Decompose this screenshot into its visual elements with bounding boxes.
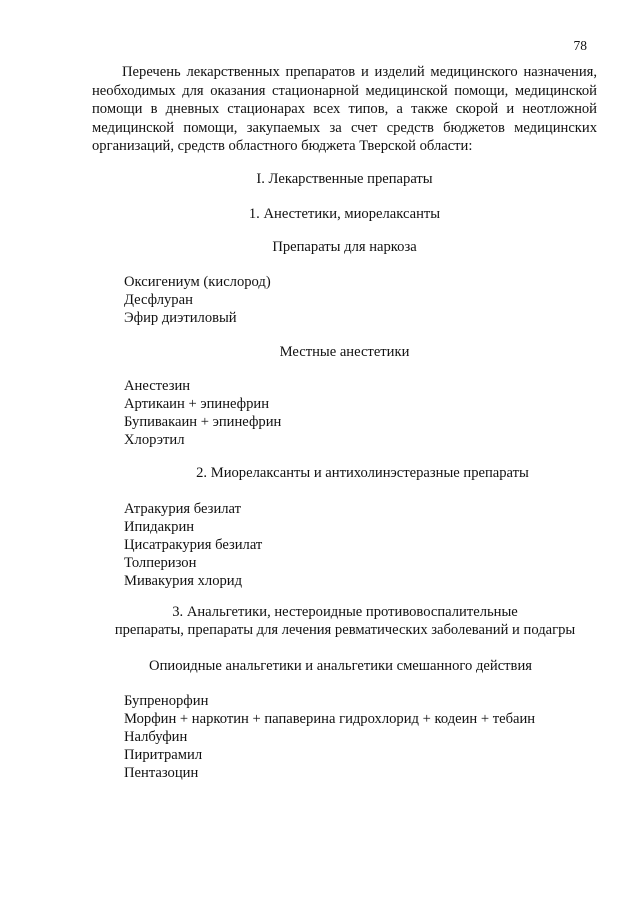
list-item: Пентазоцин xyxy=(124,765,199,781)
group-title-1: 1. Анестетики, миорелаксанты xyxy=(248,206,441,222)
subgroup-title-opioids: Опиоидные анальгетики и анальгетики смешанного действия xyxy=(149,658,532,674)
subgroup-title-anesthesia: Препараты для наркоза xyxy=(272,239,417,255)
section-title: I. Лекарственные препараты xyxy=(256,171,433,187)
subgroup-title-local-anesthetics: Местные анестетики xyxy=(279,344,410,360)
list-anesthesia xyxy=(124,273,271,327)
list-item: Морфин + наркотин + папаверина гидрохлорид + кодеин + тебаин xyxy=(124,711,536,727)
group-title-2: 2. Миорелаксанты и антихолинэстеразные препараты xyxy=(196,465,529,481)
list-item: Пиритрамил xyxy=(124,747,203,763)
list-opioids xyxy=(124,692,535,782)
group-title-3-line-2: препараты, препараты для лечения ревматических заболеваний и подагры xyxy=(114,622,576,638)
list-item: Десфлуран xyxy=(124,292,193,308)
list-item: Артикаин + эпинефрин xyxy=(124,396,270,412)
list-item: Бупренорфин xyxy=(124,693,209,709)
page-number: 78 xyxy=(573,38,587,53)
list-item: Оксигениум (кислород) xyxy=(124,274,271,290)
list-item: Бупивакаин + эпинефрин xyxy=(124,414,282,430)
intro-paragraph: Перечень лекарственных препаратов и изделий медицинского назначения, необходимых для оказания стационарной медицинской помощи, медицинской помощи в дневных стационарах всех типов, а также скорой и неотложной медицинской помощи, закупаемых за счет средств бюджетов медицинских организаций, средств областного бюджета Тверской области: xyxy=(92,64,597,155)
list-item: Хлорэтил xyxy=(124,432,185,448)
group-title-3-line-1: 3. Анальгетики, нестероидные противовоспалительные xyxy=(172,604,518,620)
list-item: Ипидакрин xyxy=(124,519,195,535)
list-item: Налбуфин xyxy=(124,729,188,745)
list-item: Мивакурия хлорид xyxy=(124,573,243,589)
list-item: Цисатракурия безилат xyxy=(124,537,263,553)
group-title-3 xyxy=(95,603,595,639)
list-item: Анестезин xyxy=(124,378,191,394)
list-item: Атракурия безилат xyxy=(124,501,242,517)
list-item: Толперизон xyxy=(124,555,197,571)
list-item: Эфир диэтиловый xyxy=(124,310,237,326)
list-muscle-relaxants xyxy=(124,500,262,590)
list-local-anesthetics xyxy=(124,377,281,449)
